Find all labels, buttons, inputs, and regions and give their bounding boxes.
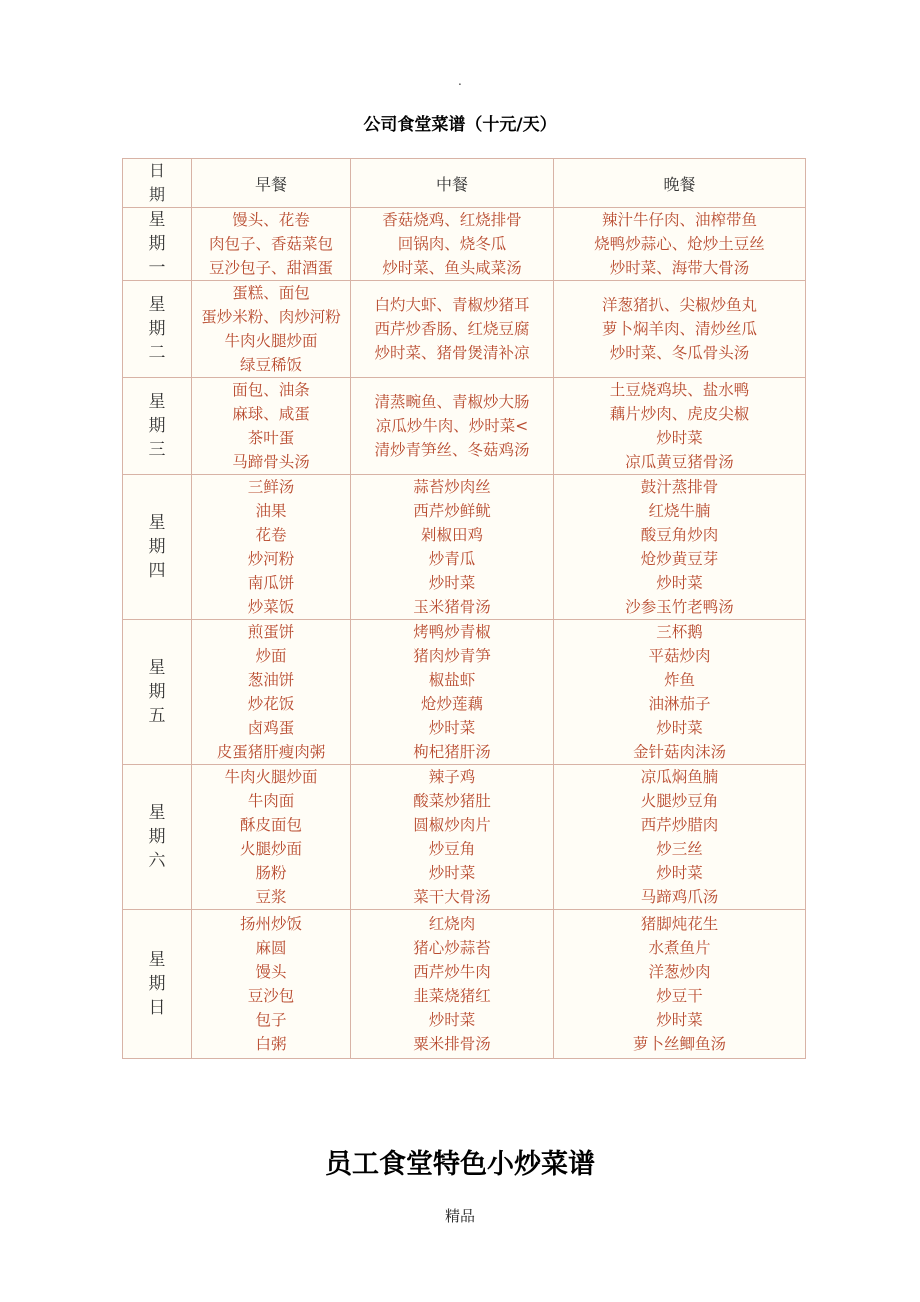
day-cell — [123, 620, 192, 765]
dinner-dish-list — [554, 765, 805, 909]
dish-item: 炒豆角 — [428, 840, 476, 858]
day-label: 星 期 四 — [148, 513, 166, 581]
dish-item: 油淋茄子 — [648, 695, 711, 713]
dish-item: 蒜苔炒肉丝 — [413, 478, 491, 496]
table-row — [123, 281, 806, 378]
dish-item: 火腿炒豆角 — [640, 792, 719, 810]
dish-item: 炒青瓜 — [428, 550, 476, 568]
dish-item: 枸杞猪肝汤 — [413, 743, 491, 761]
breakfast-cell — [192, 378, 351, 475]
dish-item: 酸豆角炒肉 — [640, 526, 719, 544]
dish-item: 椒盐虾 — [428, 671, 476, 689]
dish-item: 辣子鸡 — [428, 768, 476, 786]
dinner-dish-list — [554, 378, 805, 474]
dish-item: 藕片炒肉、虎皮尖椒 — [609, 405, 750, 423]
dish-item: 红烧肉 — [428, 915, 476, 933]
lunch-cell — [351, 208, 554, 281]
dish-item: 清蒸畹鱼、青椒炒大肠 — [374, 393, 530, 411]
table-body — [123, 208, 806, 1059]
dish-item: 洋葱猪扒、尖椒炒鱼丸 — [601, 296, 757, 314]
dish-item: 油果 — [255, 502, 287, 520]
lunch-cell — [351, 378, 554, 475]
dish-item: 扬州炒饭 — [239, 915, 302, 933]
day-cell — [123, 910, 192, 1059]
dinner-cell — [554, 620, 806, 765]
dish-item: 炒花饭 — [247, 695, 295, 713]
table-header-row — [123, 159, 806, 208]
dish-item: 西芹炒腊肉 — [640, 816, 719, 834]
breakfast-dish-list — [192, 765, 350, 909]
dish-item: 西芹炒牛肉 — [413, 963, 491, 981]
day-cell — [123, 475, 192, 620]
dish-item: 卤鸡蛋 — [247, 719, 295, 737]
dinner-cell — [554, 281, 806, 378]
table-row — [123, 475, 806, 620]
day-label: 星 期 一 — [148, 210, 166, 278]
dish-item: 金针菇肉沫汤 — [632, 743, 726, 761]
header-breakfast: 早餐 — [192, 159, 351, 208]
dish-item: 白灼大虾、青椒炒猪耳 — [374, 296, 530, 314]
weekly-menu-table — [122, 158, 806, 1059]
table-row — [123, 378, 806, 475]
lunch-cell — [351, 910, 554, 1059]
dish-item: 萝卜丝鲫鱼汤 — [632, 1035, 726, 1053]
dish-item: 炸鱼 — [663, 671, 695, 689]
table-row — [123, 765, 806, 910]
dish-item: 沙参玉竹老鸭汤 — [625, 598, 734, 616]
dish-item: 辣汁牛仔肉、油榨带鱼 — [601, 211, 757, 229]
dish-item: 牛肉火腿炒面 — [224, 332, 318, 350]
dish-item: 炒时菜 — [428, 1011, 476, 1029]
dinner-dish-list — [554, 293, 805, 365]
dinner-cell — [554, 475, 806, 620]
dish-item: 肠粉 — [255, 864, 287, 882]
top-dot-mark: . — [458, 74, 462, 88]
dish-item: 猪肉炒青笋 — [413, 647, 491, 665]
dish-item: 猪心炒蒜苔 — [413, 939, 491, 957]
dish-item: 肉包子、香菇菜包 — [208, 235, 333, 253]
dinner-cell — [554, 910, 806, 1059]
dish-item: 圆椒炒肉片 — [413, 816, 491, 834]
dish-item: 炒时菜 — [656, 574, 703, 592]
dish-item: 炒河粉 — [247, 550, 295, 568]
lunch-cell — [351, 765, 554, 910]
dish-item: 回锅肉、烧冬瓜 — [397, 235, 507, 253]
dish-item: 馒头、花卷 — [232, 211, 310, 229]
day-label: 星 期 日 — [148, 950, 166, 1018]
dish-item: 葱油饼 — [247, 671, 295, 689]
dish-item: 玉米猪骨汤 — [413, 598, 491, 616]
dish-item: 三鲜汤 — [247, 478, 295, 496]
breakfast-dish-list — [192, 912, 350, 1056]
dish-item: 红烧牛腩 — [648, 502, 711, 520]
day-label: 星 期 二 — [148, 295, 166, 363]
dish-item: 绿豆稀饭 — [239, 356, 302, 374]
dish-item: 炒菜饭 — [247, 598, 295, 616]
dish-item: 凉瓜焖鱼腩 — [640, 768, 719, 786]
dinner-cell — [554, 765, 806, 910]
dish-item: 菜干大骨汤 — [413, 888, 491, 906]
dish-item: 豆浆 — [255, 888, 287, 906]
breakfast-cell — [192, 475, 351, 620]
dish-item: 花卷 — [255, 526, 287, 544]
header-day — [123, 159, 192, 208]
day-cell — [123, 208, 192, 281]
dish-item: 皮蛋猪肝瘦肉粥 — [216, 743, 326, 761]
dish-item: 南瓜饼 — [247, 574, 295, 592]
dish-item: 三杯鹅 — [656, 623, 703, 641]
day-label: 星 期 六 — [148, 803, 166, 871]
dish-item: 烤鸭炒青椒 — [413, 623, 491, 641]
dish-item: 麻球、咸蛋 — [232, 405, 310, 423]
page-title: 公司食堂菜谱（十元/天） — [363, 115, 557, 135]
lunch-cell — [351, 475, 554, 620]
lunch-dish-list — [351, 620, 553, 764]
lunch-dish-list — [351, 765, 553, 909]
lunch-dish-list — [351, 912, 553, 1056]
dish-item: 洋葱炒肉 — [648, 963, 711, 981]
dish-item: 炒豆干 — [656, 987, 703, 1005]
dish-item: 炒时菜 — [428, 574, 476, 592]
lunch-dish-list — [351, 390, 553, 462]
dish-item: 香菇烧鸡、红烧排骨 — [382, 211, 522, 229]
dish-item: 炝炒莲藕 — [420, 695, 483, 713]
dish-item: 鼓汁蒸排骨 — [640, 478, 719, 496]
breakfast-cell — [192, 620, 351, 765]
dish-item: 炒时菜 — [656, 719, 703, 737]
dish-item: 包子 — [255, 1011, 287, 1029]
dish-item: 西芹炒鲜鱿 — [413, 502, 491, 520]
dish-item: 马蹄骨头汤 — [232, 453, 310, 471]
header-dinner: 晚餐 — [554, 159, 806, 208]
day-label: 星 期 五 — [148, 658, 166, 726]
dinner-dish-list — [554, 912, 805, 1056]
table-row — [123, 910, 806, 1059]
lunch-dish-list — [351, 293, 553, 365]
dinner-cell — [554, 378, 806, 475]
dinner-cell — [554, 208, 806, 281]
lunch-dish-list — [351, 208, 553, 280]
dish-item: 白粥 — [255, 1035, 287, 1053]
breakfast-dish-list — [192, 475, 350, 619]
dish-item: 炒时菜 — [428, 719, 476, 737]
dish-item: 炒时菜 — [656, 1011, 703, 1029]
dish-item: 麻圆 — [255, 939, 287, 957]
dish-item: 土豆烧鸡块、盐水鸭 — [609, 381, 750, 399]
dish-item: 凉瓜炒牛肉、炒时菜< — [375, 417, 529, 435]
dish-item: 炒时菜 — [656, 429, 703, 447]
dinner-dish-list — [554, 620, 805, 764]
table-row — [123, 620, 806, 765]
dish-item: 豆沙包子、甜酒蛋 — [208, 259, 333, 277]
dish-item: 炒时菜、猪骨煲清补凉 — [374, 344, 530, 362]
dish-item: 茶叶蛋 — [247, 429, 295, 447]
section-title: 员工食堂特色小炒菜谱 — [325, 1149, 595, 1180]
dish-item: 西芹炒香肠、红烧豆腐 — [374, 320, 530, 338]
breakfast-dish-list — [192, 378, 350, 474]
lunch-cell — [351, 620, 554, 765]
breakfast-cell — [192, 281, 351, 378]
dish-item: 水煮鱼片 — [648, 939, 711, 957]
dish-item: 炒时菜 — [428, 864, 476, 882]
dish-item: 牛肉面 — [247, 792, 295, 810]
dish-item: 炒时菜、鱼头咸菜汤 — [382, 259, 522, 277]
dish-item: 炒时菜 — [656, 864, 703, 882]
table-row — [123, 208, 806, 281]
dish-item: 马蹄鸡爪汤 — [640, 888, 719, 906]
breakfast-cell — [192, 765, 351, 910]
dish-item: 酸菜炒猪肚 — [413, 792, 491, 810]
dish-item: 萝卜焖羊肉、清炒丝瓜 — [601, 320, 757, 338]
dish-item: 面包、油条 — [232, 381, 310, 399]
day-cell — [123, 765, 192, 910]
dish-item: 剁椒田鸡 — [420, 526, 483, 544]
dish-item: 炒面 — [255, 647, 287, 665]
lunch-dish-list — [351, 475, 553, 619]
dish-item: 蛋炒米粉、肉炒河粉 — [201, 308, 341, 326]
dish-item: 韭菜烧猪红 — [413, 987, 491, 1005]
breakfast-dish-list — [192, 281, 350, 377]
dish-item: 煎蛋饼 — [247, 623, 295, 641]
dish-item: 火腿炒面 — [239, 840, 302, 858]
header-lunch: 中餐 — [351, 159, 554, 208]
dish-item: 炝炒黄豆芽 — [640, 550, 719, 568]
breakfast-dish-list — [192, 208, 350, 280]
dinner-dish-list — [554, 475, 805, 619]
day-cell — [123, 378, 192, 475]
dish-item: 馒头 — [255, 963, 287, 981]
breakfast-dish-list — [192, 620, 350, 764]
dish-item: 炒时菜、海带大骨汤 — [609, 259, 750, 277]
dish-item: 炒三丝 — [656, 840, 703, 858]
dish-item: 粟米排骨汤 — [413, 1035, 491, 1053]
lunch-cell — [351, 281, 554, 378]
dish-item: 豆沙包 — [247, 987, 295, 1005]
header-day-label: 日 期 — [148, 161, 165, 204]
breakfast-cell — [192, 910, 351, 1059]
dish-item: 平菇炒肉 — [648, 647, 711, 665]
dish-item: 牛肉火腿炒面 — [224, 768, 318, 786]
dish-item: 蛋糕、面包 — [232, 284, 310, 302]
dish-item: 炒时菜、冬瓜骨头汤 — [609, 344, 750, 362]
dinner-dish-list — [554, 208, 805, 280]
breakfast-cell — [192, 208, 351, 281]
dish-item: 清炒青笋丝、冬菇鸡汤 — [374, 441, 530, 459]
dish-item: 凉瓜黄豆猪骨汤 — [625, 453, 734, 471]
day-cell — [123, 281, 192, 378]
dish-item: 烧鸭炒蒜心、炝炒土豆丝 — [594, 235, 765, 253]
dish-item: 猪脚炖花生 — [640, 915, 719, 933]
footer-text: 精品 — [444, 1207, 475, 1225]
dish-item: 酥皮面包 — [239, 816, 302, 834]
day-label: 星 期 三 — [148, 392, 166, 460]
